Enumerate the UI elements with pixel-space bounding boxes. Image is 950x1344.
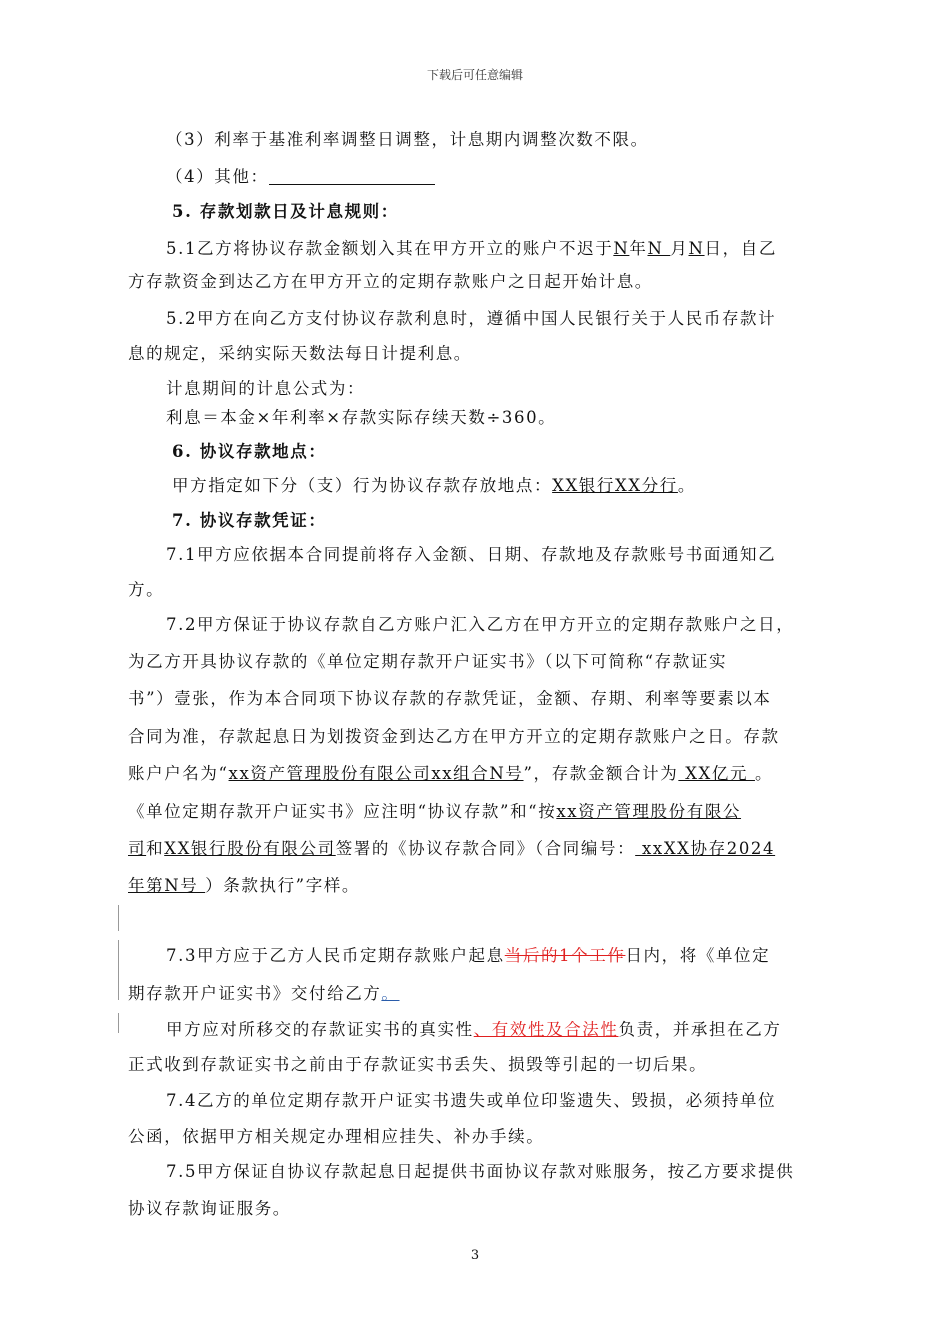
page-number: 3: [470, 1248, 480, 1263]
text-span: 5.1乙方将协议存款金额划入其在甲方开立的账户不迟于: [166, 239, 614, 258]
text-span: 负责，并承担在乙方: [618, 1020, 782, 1039]
paragraph-line: [128, 980, 400, 1004]
paragraph-line: 计息期间的计息公式为：: [166, 379, 366, 398]
year-value: N: [613, 239, 630, 258]
text-span: 和: [146, 839, 165, 858]
paragraph-line: 5.2甲方在向乙方支付协议存款利息时，遵循中国人民银行关于人民币存款计: [166, 309, 777, 328]
deleted-text: 当后的1个工作: [504, 946, 626, 965]
paragraph-line: [172, 472, 696, 496]
text-span: 账户户名为“: [128, 764, 229, 783]
revision-bar: [118, 1013, 119, 1033]
paragraph-line: [128, 872, 360, 896]
text-span: 年: [629, 239, 648, 258]
paragraph-line: 息的规定，采纳实际天数法每日计提利息。: [128, 344, 472, 363]
bank-name: XX银行股份有限公司: [164, 839, 336, 858]
paragraph-line: [128, 760, 773, 784]
blank-field: [269, 168, 435, 185]
text-span: ）条款执行”字样。: [205, 876, 361, 895]
page-header: 下载后可任意编辑: [426, 68, 523, 82]
month-value: N: [647, 239, 671, 258]
paragraph-line: 7.4乙方的单位定期存款开户证实书遗失或单位印鉴遗失、毁损，必须持单位: [166, 1091, 777, 1110]
paragraph-line: [128, 835, 775, 859]
paragraph-line: 正式收到存款证实书之前由于存款证实书丢失、损毁等引起的一切后果。: [128, 1055, 708, 1074]
revision-bar: [118, 940, 119, 1000]
inserted-text: 。: [381, 984, 400, 1003]
text-span: 甲方指定如下分（支）行为协议存款存放地点：: [172, 476, 553, 495]
text-span: 甲方应对所移交的存款证实书的真实性: [166, 1020, 474, 1039]
contract-number: 年第N号: [128, 876, 206, 895]
text-span: 。: [754, 764, 774, 783]
paragraph-line: 合同为准，存款起息日为划拨资金到达乙方在甲方开立的定期存款账户之日。存款: [128, 727, 780, 746]
paragraph-line: 方。: [128, 580, 165, 599]
text-span: 7.3甲方应于乙方人民币定期存款账户起息: [166, 946, 505, 965]
paragraph-line: [166, 235, 777, 259]
bank-branch: XX银行XX分行: [552, 476, 678, 495]
company-name: 司: [128, 839, 147, 858]
paragraph-line: [166, 942, 770, 966]
paragraph-line: （3）利率于基准利率调整日调整，计息期内调整次数不限。: [166, 130, 649, 149]
section-heading: 6. 协议存款地点：: [172, 442, 327, 461]
paragraph-line: [166, 163, 435, 187]
paragraph-line: 方存款资金到达乙方在甲方开立的定期存款账户之日起开始计息。: [128, 272, 653, 291]
paragraph-line: 协议存款询证服务。: [128, 1199, 291, 1218]
paragraph-line: 7.2甲方保证于协议存款自乙方账户汇入乙方在甲方开立的定期存款账户之日，: [166, 615, 795, 634]
inserted-text: 、有效性及合法性: [473, 1020, 619, 1039]
day-value: N: [688, 239, 705, 258]
text-span: 日，自乙: [704, 239, 777, 258]
text-span: 月: [670, 239, 689, 258]
deposit-amount: XX亿元: [678, 764, 755, 783]
paragraph-line: 书”）壹张，作为本合同项下协议存款的存款凭证，金额、存期、利率等要素以本: [128, 689, 772, 708]
paragraph-line: 为乙方开具协议存款的《单位定期存款开户证实书》（以下可简称“存款证实: [128, 652, 728, 671]
formula-line: 利息＝本金×年利率×存款实际存续天数÷360。: [166, 408, 557, 427]
account-name: xx资产管理股份有限公司xx组合N号: [228, 764, 524, 783]
paragraph-line: [166, 1016, 781, 1040]
text-span: 。: [677, 476, 697, 495]
text-span: 《单位定期存款开户证实书》应注明“协议存款”和“按: [128, 802, 557, 821]
text-span: 期存款开户证实书》交付给乙方: [128, 984, 382, 1003]
section-heading: 7. 协议存款凭证：: [172, 511, 327, 530]
paragraph-line: 7.5甲方保证自协议存款起息日起提供书面协议存款对账服务，按乙方要求提供: [166, 1162, 795, 1181]
paragraph-line: [128, 798, 741, 822]
other-label: （4）其他：: [166, 167, 269, 186]
paragraph-line: 7.1甲方应依据本合同提前将存入金额、日期、存款地及存款账号书面通知乙: [166, 545, 777, 564]
company-name: xx资产管理股份有限公: [556, 802, 742, 821]
text-span: 签署的《协议存款合同》（合同编号：: [335, 839, 636, 858]
paragraph-line: 公函，依据甲方相关规定办理相应挂失、补办手续。: [128, 1127, 545, 1146]
section-heading: 5. 存款划款日及计息规则：: [172, 202, 399, 221]
contract-number: xxXX协存2024: [635, 839, 776, 858]
revision-bar: [118, 905, 119, 931]
text-span: 日内，将《单位定: [625, 946, 771, 965]
text-span: ”，存款金额合计为: [523, 764, 679, 783]
